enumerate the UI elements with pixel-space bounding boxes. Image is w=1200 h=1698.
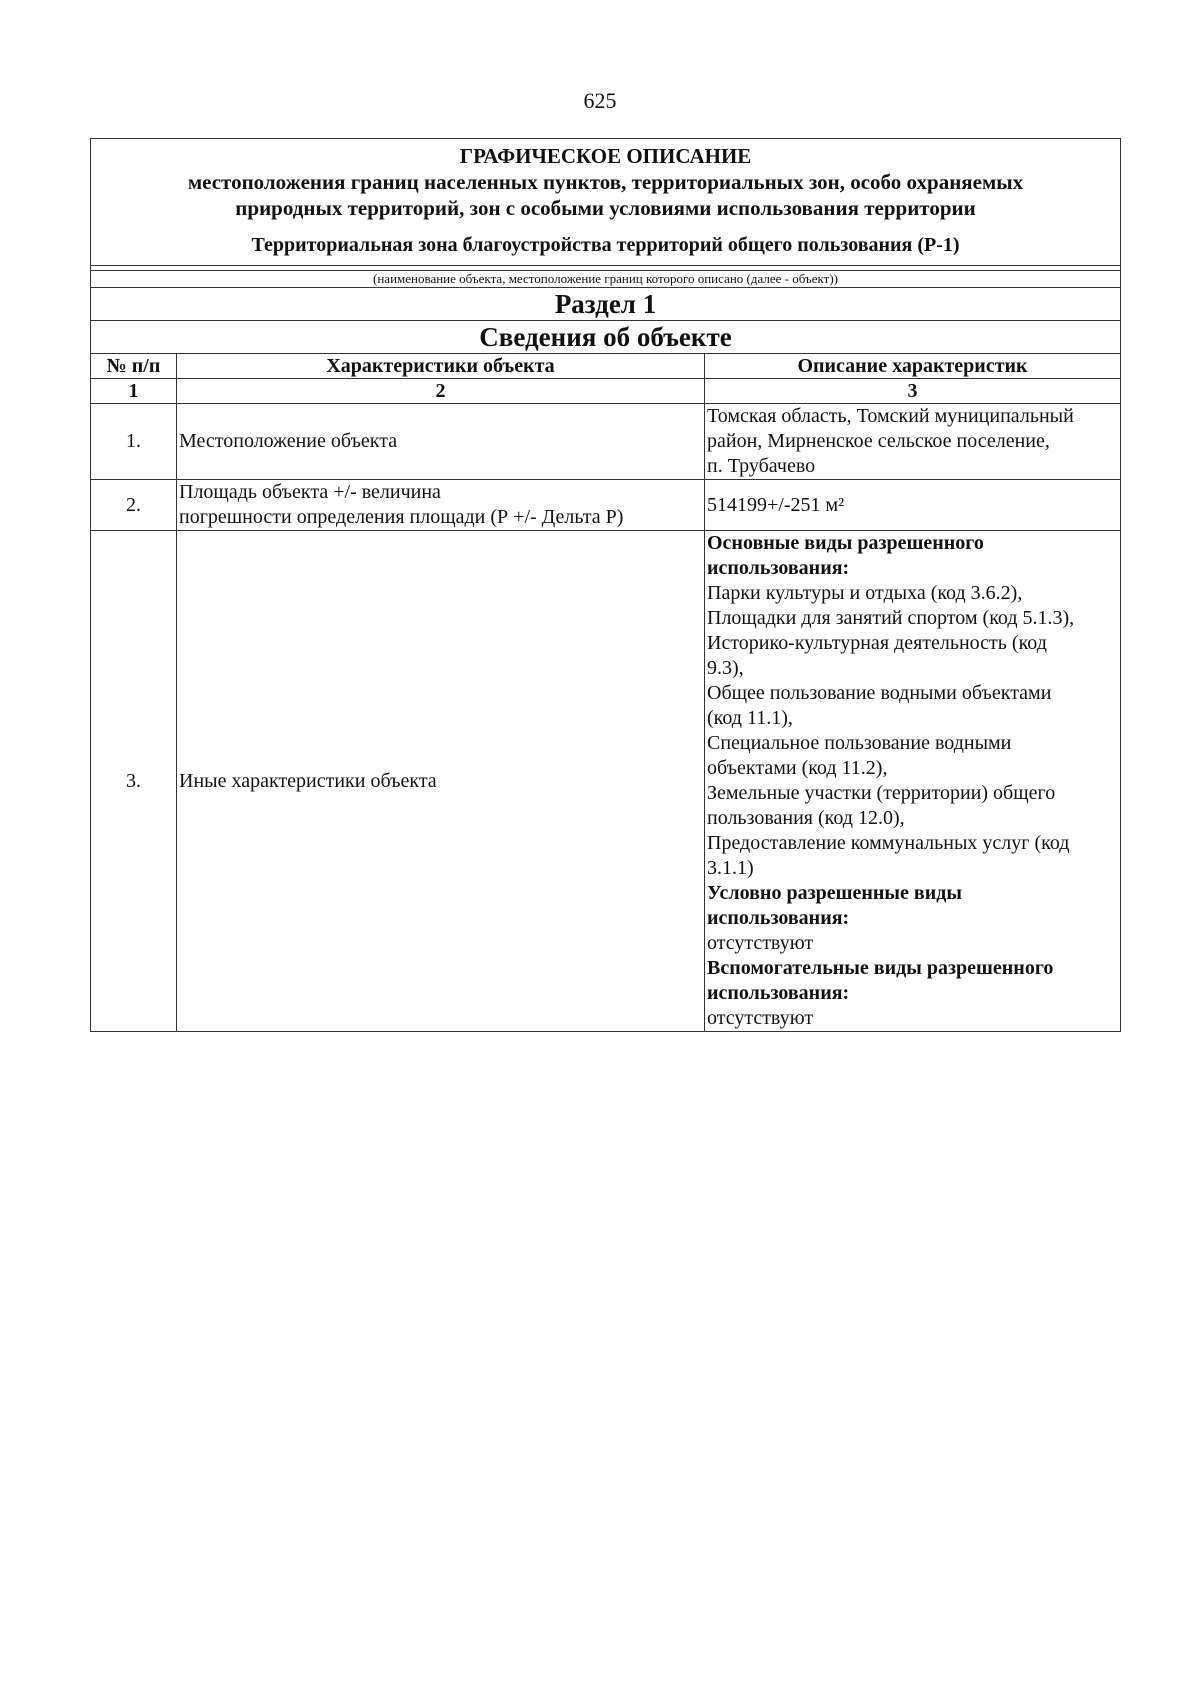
value-line: (код 11.1), [707,707,793,729]
caption-row [91,271,1121,288]
value-line: объектами (код 11.2), [707,757,888,779]
column-header-number: № п/п [91,354,177,379]
value-cell: 514199+/-251 м² [705,480,1121,531]
characteristic-line: Площадь объекта +/- величина [179,481,441,503]
section-label-row [91,288,1121,321]
value-line: Томская область, Томский муниципальный [707,405,1074,427]
value-line: отсутствуют [707,1007,814,1029]
row-number: 2. [91,480,177,531]
value-line: пользования (код 12.0), [707,807,905,829]
document-subtitle-line-2: природных территорий, зон с особыми условиями использования территории [235,196,976,220]
value-line: Историко-культурная деятельность (код [707,632,1047,654]
row-number: 1. [91,404,177,480]
value-heading: Условно разрешенные виды [707,882,962,904]
section-title: Сведения об объекте [91,321,1121,354]
value-heading: использования: [707,557,850,579]
column-number-3: 3 [705,379,1121,404]
column-number-2: 2 [177,379,705,404]
characteristic-line: погрешности определения площади (Р +/- Дельта Р) [179,506,624,528]
value-line: Площадки для занятий спортом (код 5.1.3), [707,607,1075,629]
value-line: 9.3), [707,657,744,679]
column-header-description: Описание характеристик [705,354,1121,379]
value-heading: использования: [707,907,850,929]
document-header [91,139,1121,266]
column-header-row [91,354,1121,379]
row-number: 3. [91,531,177,1032]
zone-name: Территориальная зона благоустройства территорий общего пользования (Р-1) [251,234,960,256]
value-line: п. Трубачево [707,455,816,477]
object-description-table [90,138,1121,1032]
value-line: Земельные участки (территории) общего [707,782,1056,804]
value-heading: Основные виды разрешенного [707,532,984,554]
document-title: ГРАФИЧЕСКОЕ ОПИСАНИЕ [459,144,752,168]
characteristic-cell: Иные характеристики объекта [177,531,705,1032]
object-caption: (наименование объекта, местоположение границ которого описано (далее - объект)) [91,271,1121,288]
value-line: Предоставление коммунальных услуг (код [707,832,1070,854]
value-line: Специальное пользование водными [707,732,1012,754]
value-line: отсутствуют [707,932,814,954]
column-header-characteristic: Характеристики объекта [177,354,705,379]
table-row [91,480,1121,531]
value-line: 3.1.1) [707,857,754,879]
column-number-row [91,379,1121,404]
document-header-row [91,139,1121,266]
characteristic-cell [177,480,705,531]
value-cell [705,531,1121,1032]
page-number: 625 [583,88,617,113]
table-row [91,404,1121,480]
value-heading: Вспомогательные виды разрешенного [707,957,1054,979]
value-line: район, Мирненское сельское поселение, [707,430,1050,452]
value-line: Парки культуры и отдыха (код 3.6.2), [707,582,1023,604]
characteristic-cell: Местоположение объекта [177,404,705,480]
section-label: Раздел 1 [91,288,1121,321]
column-number-1: 1 [91,379,177,404]
document-subtitle-line-1: местоположения границ населенных пунктов, территориальных зон, особо охраняемых [187,170,1024,194]
value-line: Общее пользование водными объектами [707,682,1052,704]
section-title-row [91,321,1121,354]
table-row [91,531,1121,1032]
value-heading: использования: [707,982,850,1004]
value-cell [705,404,1121,480]
